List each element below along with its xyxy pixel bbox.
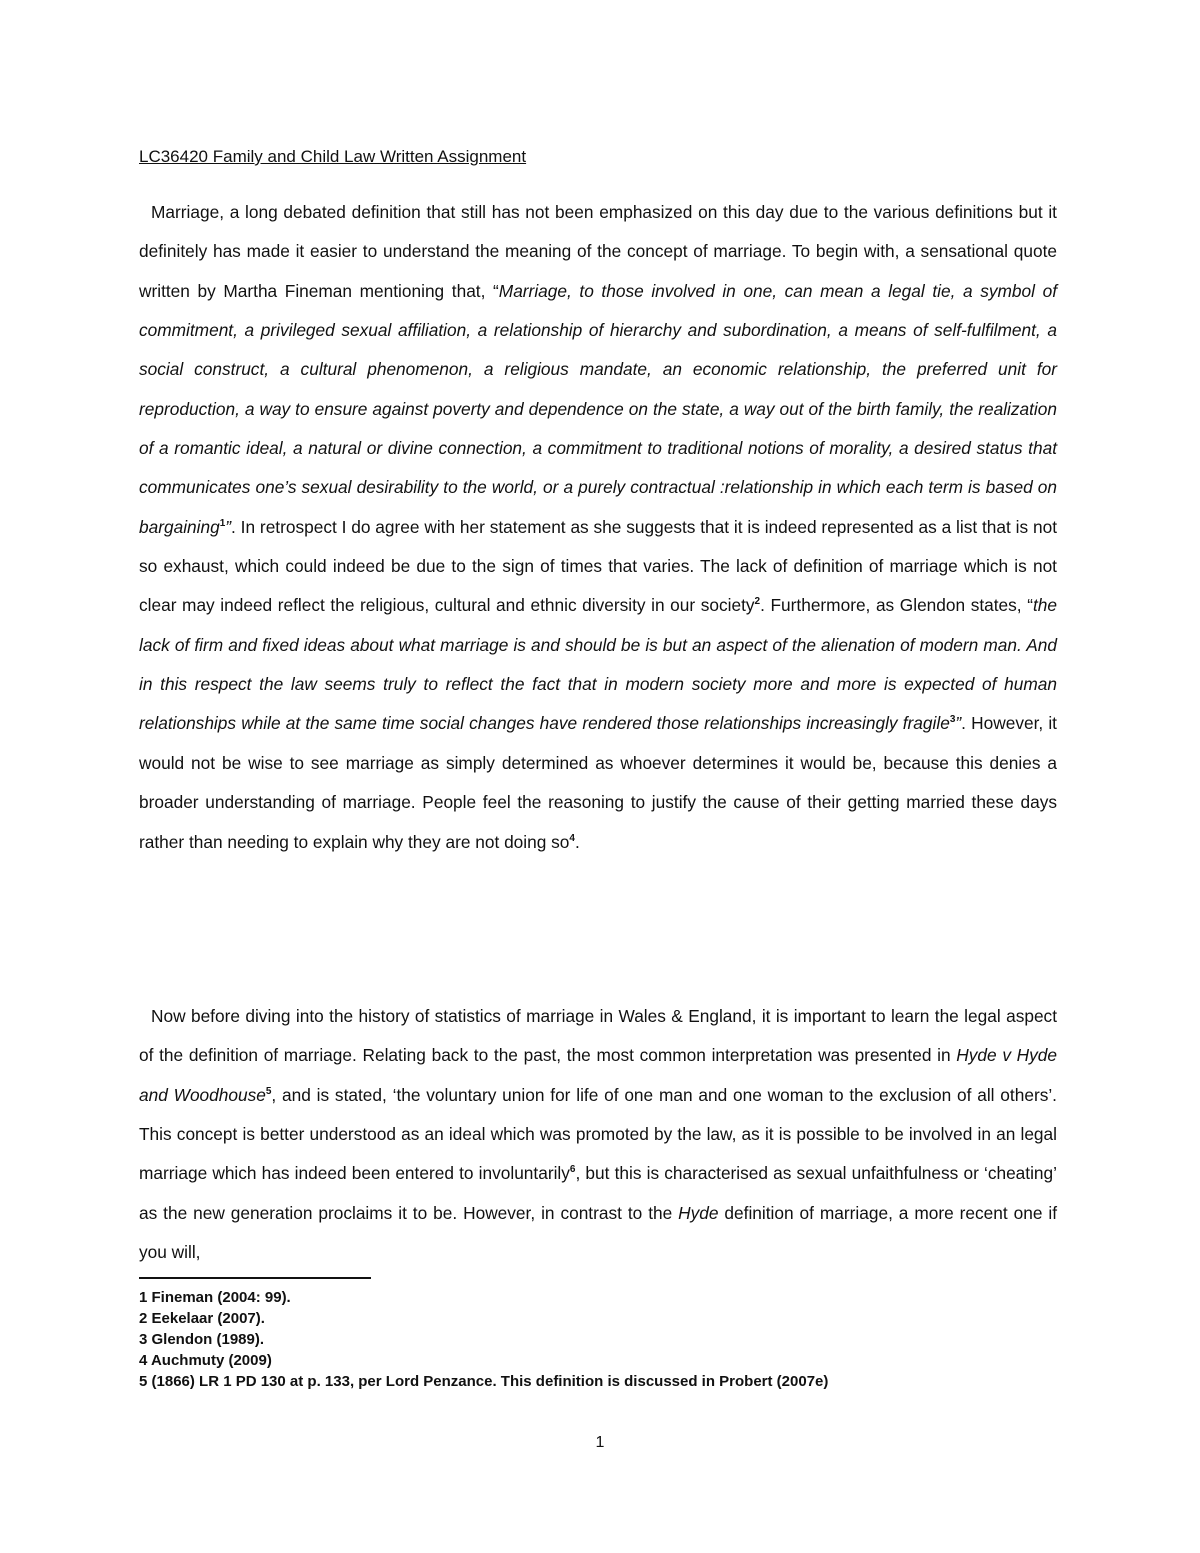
- footnote-item: 1 Fineman (2004: 99).: [139, 1289, 291, 1306]
- footnote-item: 2 Eekelaar (2007).: [139, 1310, 265, 1327]
- footnote-separator: [139, 1277, 371, 1279]
- text-run: Now before diving into the history of statistics of marriage in Wales & England, it is important to learn the legal aspect of the definition of marriage. Relating back to the past, the most common interpretation was presented in: [139, 1006, 1057, 1066]
- text-run: definition of marriage, a more recent one if you will,: [139, 1202, 1057, 1263]
- italic-text-run: Hyde v Hyde and Woodhouse: [139, 1045, 1057, 1105]
- footnote-item: 5 (1866) LR 1 PD 130 at p. 133, per Lord Penzance. This definition is discussed in Probert (2007e): [139, 1373, 829, 1390]
- italic-text-run: ”: [955, 713, 962, 734]
- footnote-reference: 5: [265, 1085, 272, 1097]
- footnote-item: 4 Auchmuty (2009): [139, 1352, 272, 1369]
- footnote-reference: 2: [754, 596, 761, 608]
- body-paragraph-1: [139, 193, 1057, 862]
- text-run: Marriage, a long debated definition that still has not been emphasized on this day due to the various definitions but it definitely has made it easier to understand the meaning of the concept of marriage. To begin with, a sensational quote written by Martha Fineman mentioning that, “: [139, 202, 1057, 301]
- text-run: . Furthermore, as Glendon states, “: [760, 595, 1033, 616]
- italic-text-run: Hyde: [678, 1202, 719, 1223]
- italic-text-run: Marriage, to those involved in one, can mean a legal tie, a symbol of commitment, a privileged sexual affiliation, a relationship of hierarchy and subordination, a means of self-fulfilment, a social construct, a cultural phenomenon, a religious mandate, an economic relationship, the preferred unit for reproduction, a way to ensure against poverty and dependence on the state, a way out of the birth family, the realization of a romantic ideal, a natural or divine connection, a commitment to traditional notions of morality, a desired status that communicates one’s sexual desirability to the world, or a purely contractual :relationship in which each term is based on bargaining: [139, 280, 1057, 537]
- italic-text-run: the lack of firm and fixed ideas about what marriage is and should be is but an aspect of the alienation of modern man. And in this respect the law seems truly to reflect the fact that in modern society more and more is expected of human relationships while at the same time social changes have rendered those relationships increasingly fragile: [139, 595, 1057, 734]
- footnote-reference: 4: [569, 832, 575, 844]
- footnote-list: [139, 1287, 828, 1392]
- page-number: 1: [595, 1434, 605, 1451]
- text-run: . In retrospect I do agree with her statement as she suggests that it is indeed represented as a list that is not so exhaust, which could indeed be due to the sign of times that varies. The lack of definition of marriage which is not clear may indeed reflect the religious, cultural and ethnic diversity in our society: [139, 516, 1057, 616]
- document-title: LC36420 Family and Child Law Written Assignment: [139, 147, 527, 166]
- footnote-item: 3 Glendon (1989).: [139, 1331, 265, 1348]
- footnote-reference: 6: [569, 1164, 576, 1176]
- footnote-reference: 1: [219, 517, 226, 529]
- italic-text-run: ”: [225, 516, 232, 537]
- text-run: .: [574, 831, 580, 852]
- text-run: , but this is characterised as sexual unfaithfulness or ‘cheating’ as the new generation proclaims it to be. However, in contrast to the: [139, 1163, 1057, 1223]
- text-run: , and is stated, ‘the voluntary union for life of one man and one woman to the exclusion of all others’. This concept is better understood as an ideal which was promoted by the law, as it is possible to be involved in an legal marriage which has indeed been entered to involuntarily: [139, 1084, 1057, 1184]
- body-paragraph-2: [139, 997, 1057, 1272]
- text-run: . However, it would not be wise to see marriage as simply determined as whoever determines it would be, because this denies a broader understanding of marriage. People feel the reasoning to justify the cause of their getting married these days rather than needing to explain why they are not doing so: [139, 713, 1057, 852]
- footnote-reference: 3: [949, 714, 956, 726]
